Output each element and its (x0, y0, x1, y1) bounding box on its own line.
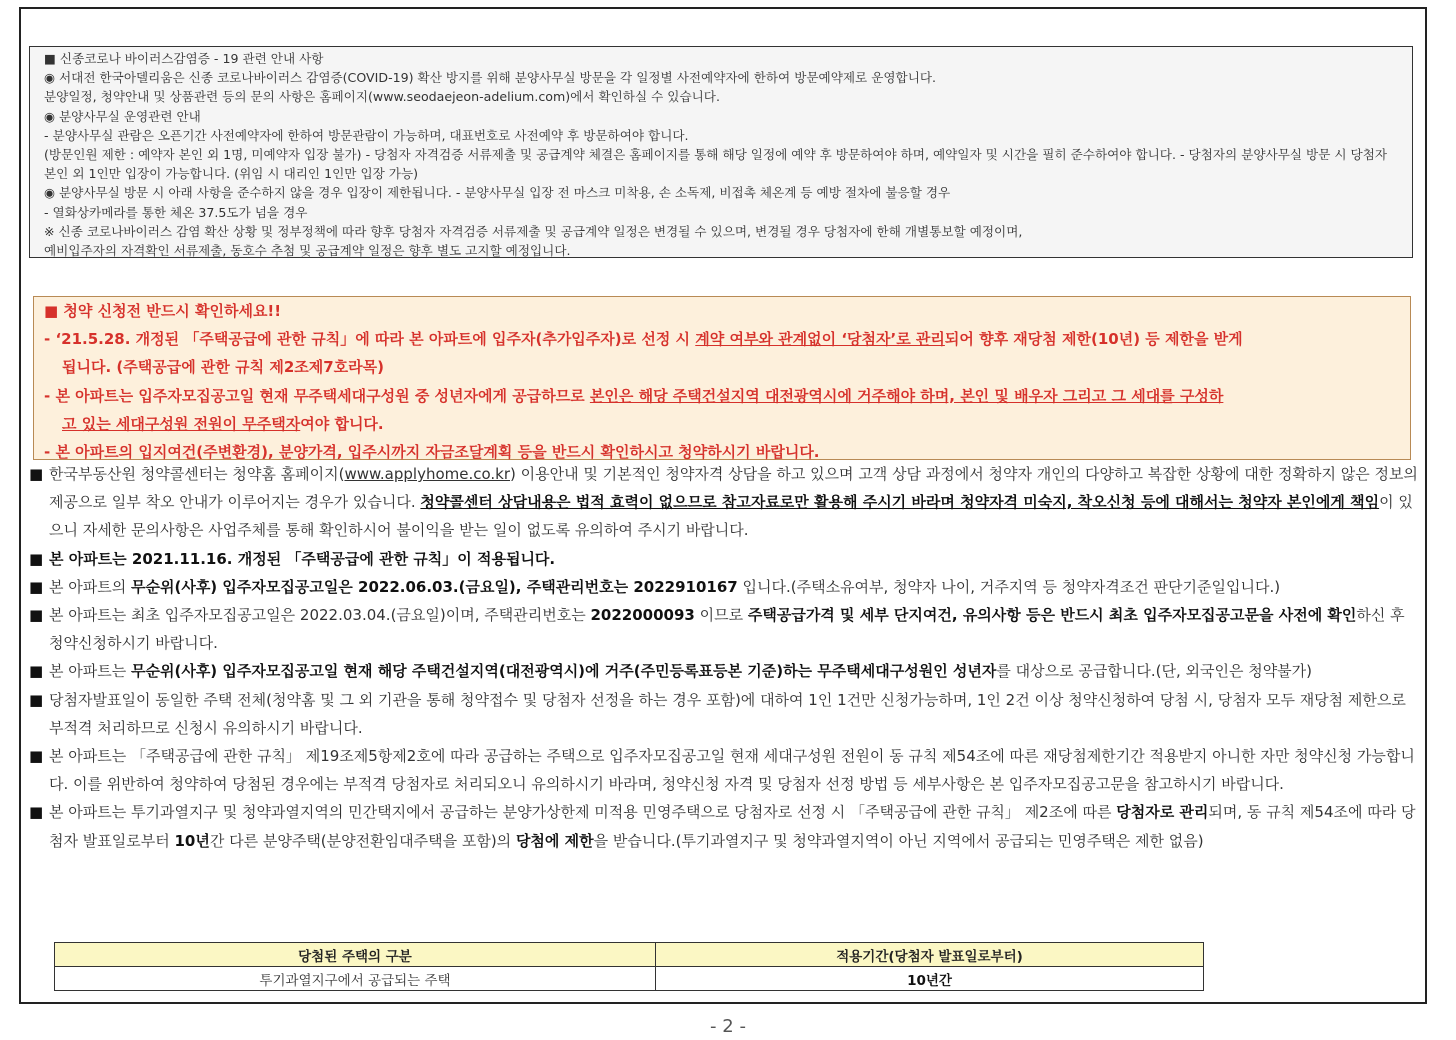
covid-notice-box (29, 46, 1413, 258)
bullet-square-icon: ■ (29, 465, 44, 483)
table-row (55, 967, 1204, 991)
notice-text: 입니다.(주택소유여부, 청약자 나이, 거주지역 등 청약자격조건 판단기준일입니다.) (737, 577, 1281, 596)
notice-text: 본 아파트의 (49, 577, 131, 596)
warning-line (44, 325, 1400, 353)
notice-text: 을 받습니다.(투기과열지구 및 청약과열지역이 아닌 지역에서 공급되는 민영주택은 제한 없음) (593, 831, 1204, 850)
notice-bold: 2022000093 (590, 606, 695, 625)
notice-bold: 10년 (174, 831, 210, 850)
notice-text: 하신 후 청약신청하시기 바랍니다. (49, 606, 1405, 653)
notice-text: 본 아파트는 최초 입주자모집공고일은 2022.03.04.(금요일)이며, 주택관리번호는 (49, 606, 591, 625)
notice-item (29, 742, 1421, 798)
notice-item (29, 545, 1421, 573)
covid-line: 예비입주자의 자격확인 서류제출, 동호수 추첨 및 공급계약 일정은 향후 별도 고지할 예정입니다. (44, 243, 571, 259)
notice-item (29, 686, 1421, 742)
warning-underlined: 계약 여부와 관계없이 ‘당첨자’로 관리 (695, 330, 945, 349)
bullet-square-icon: ■ (29, 662, 44, 681)
notice-bold: 무순위(사후) 입주자모집공고일 현재 해당 주택건설지역(대전광역시)에 거주(주민등록표등본 기준)하는 무주택세대구성원인 성년자 (131, 662, 997, 681)
warning-line: 됩니다. (주택공급에 관한 규칙 제2조제7호라목) (62, 358, 384, 377)
bullet-square-icon: ■ (29, 606, 44, 625)
covid-line: 분양일정, 청약안내 및 상품관련 등의 문의 사항은 홈페이지(www.seodaejeon-adelium.com)에서 확인하실 수 있습니다. (44, 89, 720, 105)
notice-text: 를 대상으로 공급합니다.(단, 외국인은 청약불가) (996, 662, 1313, 681)
notice-text: 본 아파트는 투기과열지구 및 청약과열지역의 민간택지에서 공급하는 분양가상한제 미적용 민영주택으로 당첨자로 선정 시 「주택공급에 관한 규칙」 제2조에 따른 (49, 803, 1117, 822)
warning-text: 여야 합니다. (300, 414, 384, 433)
notice-text: 한국부동산원 청약콜센터는 청약홈 홈페이지( (49, 465, 345, 483)
notice-bold: 주택공급가격 및 세부 단지여건, 유의사항 등은 반드시 최초 입주자모집공고문을 사전에 확인 (747, 606, 1357, 625)
notice-item (29, 601, 1421, 657)
covid-title: ■ 신종코로나 바이러스감염증 - 19 관련 안내 사항 (44, 51, 324, 66)
notice-bold: 당첨에 제한 (515, 831, 594, 850)
warning-line (44, 410, 1400, 438)
notice-text: 되며, 동 규칙 제54조에 따라 당첨자 발표일로부터 (49, 803, 1416, 850)
notice-text: 본 아파트는 2021.11.16. 개정된 「주택공급에 관한 규칙」이 적용됩니다. (49, 549, 556, 568)
warning-underlined: 고 있는 세대구성원 전원이 무주택자 (62, 414, 301, 433)
page-number: - 2 - (710, 1016, 746, 1037)
table-header-cell: 적용기간(당첨자 발표일로부터) (656, 943, 1204, 967)
warning-title: ■ 청약 신청전 반드시 확인하세요!! (44, 302, 282, 320)
notice-bold: 무순위(사후) 입주자모집공고일은 2022.06.03.(금요일), 주택관리번호는 2022910167 (131, 577, 738, 596)
warning-box (33, 296, 1411, 460)
covid-line: ◉ 분양사무실 방문 시 아래 사항을 준수하지 않을 경우 입장이 제한됩니다. - 분양사무실 입장 전 마스크 미착용, 손 소독제, 비접촉 체온계 등 예방 절차에 불응할 경우 (44, 185, 951, 201)
bullet-square-icon: ■ (29, 690, 44, 709)
restriction-table (54, 942, 1204, 991)
covid-line: - 열화상카메라를 통한 체온 37.5도가 넘을 경우 (44, 204, 308, 220)
applyhome-link[interactable]: www.applyhome.co.kr (344, 465, 511, 483)
notice-item (29, 657, 1421, 685)
warning-text: 되어 향후 재당첨 제한(10년) 등 제한을 받게 (944, 330, 1243, 349)
warning-line (44, 382, 1400, 410)
notice-text: 본 아파트는 「주택공급에 관한 규칙」 제19조제5항제2호에 따라 공급하는 주택으로 입주자모집공고일 현재 세대구성원 전원이 동 규칙 제54조에 따른 재당첨제한기간 적용받지 아니한 자만 청약신청 가능합니다. 이를 위반하여 청약하여 당첨된 경우에는 부적격 당첨자로 처리되오니 유의하시기 바라며, 청약신청 자격 및 당첨자 선정 방법 등 세부사항은 본 입주자모집공고문을 참고하시기 바랍니다. (49, 747, 1415, 794)
notice-item (29, 798, 1421, 854)
notice-bold: 당첨자로 관리 (1116, 803, 1209, 822)
bullet-square-icon: ■ (29, 747, 44, 766)
covid-line: (방문인원 제한 : 예약자 본인 외 1명, 미예약자 입장 불가) - 당첨자 자격검증 서류제출 및 공급계약 체결은 홈페이지를 통해 해당 일정에 예약 후 방문하여야 하며, 예약일자 및 시간을 필히 준수하여야 합니다. - 당첨자의 분양사무실 방문 시 당첨자 본인 외 1인만 입장이 가능합니다. (위임 시 대리인 1인만 입장 가능) (44, 147, 1388, 182)
notice-text: 이므로 (694, 606, 748, 625)
table-cell: 투기과열지구에서 공급되는 주택 (55, 967, 656, 991)
covid-line: - 분양사무실 관람은 오픈기간 사전예약자에 한하여 방문관람이 가능하며, 대표번호로 사전예약 후 방문하여야 합니다. (44, 127, 689, 143)
warning-underlined: 본인은 해당 주택건설지역 대전광역시에 거주해야 하며, 본인 및 배우자 그리고 그 세대를 구성하 (589, 386, 1224, 405)
warning-line: - 본 아파트의 입지여건(주변환경), 분양가격, 입주시까지 자금조달계획 등을 반드시 확인하시고 청약하시기 바랍니다. (44, 443, 820, 462)
notice-text: 당첨자발표일이 동일한 주택 전체(청약홈 및 그 외 기관을 통해 청약접수 및 당첨자 선정을 하는 경우 포함)에 대하여 1인 1건만 신청가능하며, 1인 2건 이상 청약신청하여 당첨 시, 당첨자 모두 재당첨 제한으로 부적격 처리하므로 신청시 유의하시기 바랍니다. (49, 690, 1406, 737)
bullet-square-icon: ■ (29, 803, 44, 822)
bullet-square-icon: ■ (29, 577, 44, 596)
notice-item (29, 460, 1421, 545)
notice-text: ) 이용안내 및 기본적인 청약자격 상담을 하고 있으며 고객 상담 과정에서 청약자 개인의 다양하고 복잡한 상황에 대한 정확하지 않은 정보의 제공으로 일부 착오 안내가 이루어지는 경우가 있습니다. (49, 465, 1418, 512)
table-header-cell: 당첨된 주택의 구분 (55, 943, 656, 967)
notice-text: 본 아파트는 (49, 662, 131, 681)
table-header-row (55, 943, 1204, 967)
notice-text: 이 있으니 자세한 문의사항은 사업주체를 통해 확인하시어 불이익을 받는 일이 없도록 유의하여 주시기 바랍니다. (49, 493, 1413, 540)
bullet-square-icon: ■ (29, 549, 44, 568)
notice-bold: 청약콜센터 상담내용은 법적 효력이 없으므로 참고자료로만 활용해 주시기 바라며 청약자격 미숙지, 착오신청 등에 대해서는 청약자 본인에게 책임 (420, 493, 1380, 512)
covid-line: ◉ 서대전 한국아델리움은 신종 코로나바이러스 감염증(COVID-19) 확산 방지를 위해 분양사무실 방문을 각 일정별 사전예약자에 한하여 방문예약제로 운영합니다. (44, 70, 937, 86)
table-cell: 10년간 (656, 967, 1204, 991)
covid-line: ※ 신종 코로나바이러스 감염 확산 상황 및 정부정책에 따라 향후 당첨자 자격검증 서류제출 및 공급계약 일정은 변경될 수 있으며, 변경될 경우 당첨자에 한해 개별통보할 예정이며, (44, 223, 1023, 239)
warning-text: - ‘21.5.28. 개정된 「주택공급에 관한 규칙」에 따라 본 아파트에 입주자(추가입주자)로 선정 시 (44, 330, 696, 349)
notice-text: 간 다른 분양주택(분양전환임대주택을 포함)의 (209, 831, 516, 850)
notice-item (29, 573, 1421, 601)
warning-text: - 본 아파트는 입주자모집공고일 현재 무주택세대구성원 중 성년자에게 공급하므로 (44, 386, 590, 405)
covid-line: ◉ 분양사무실 운영관련 안내 (44, 108, 201, 124)
notice-list (29, 460, 1421, 855)
